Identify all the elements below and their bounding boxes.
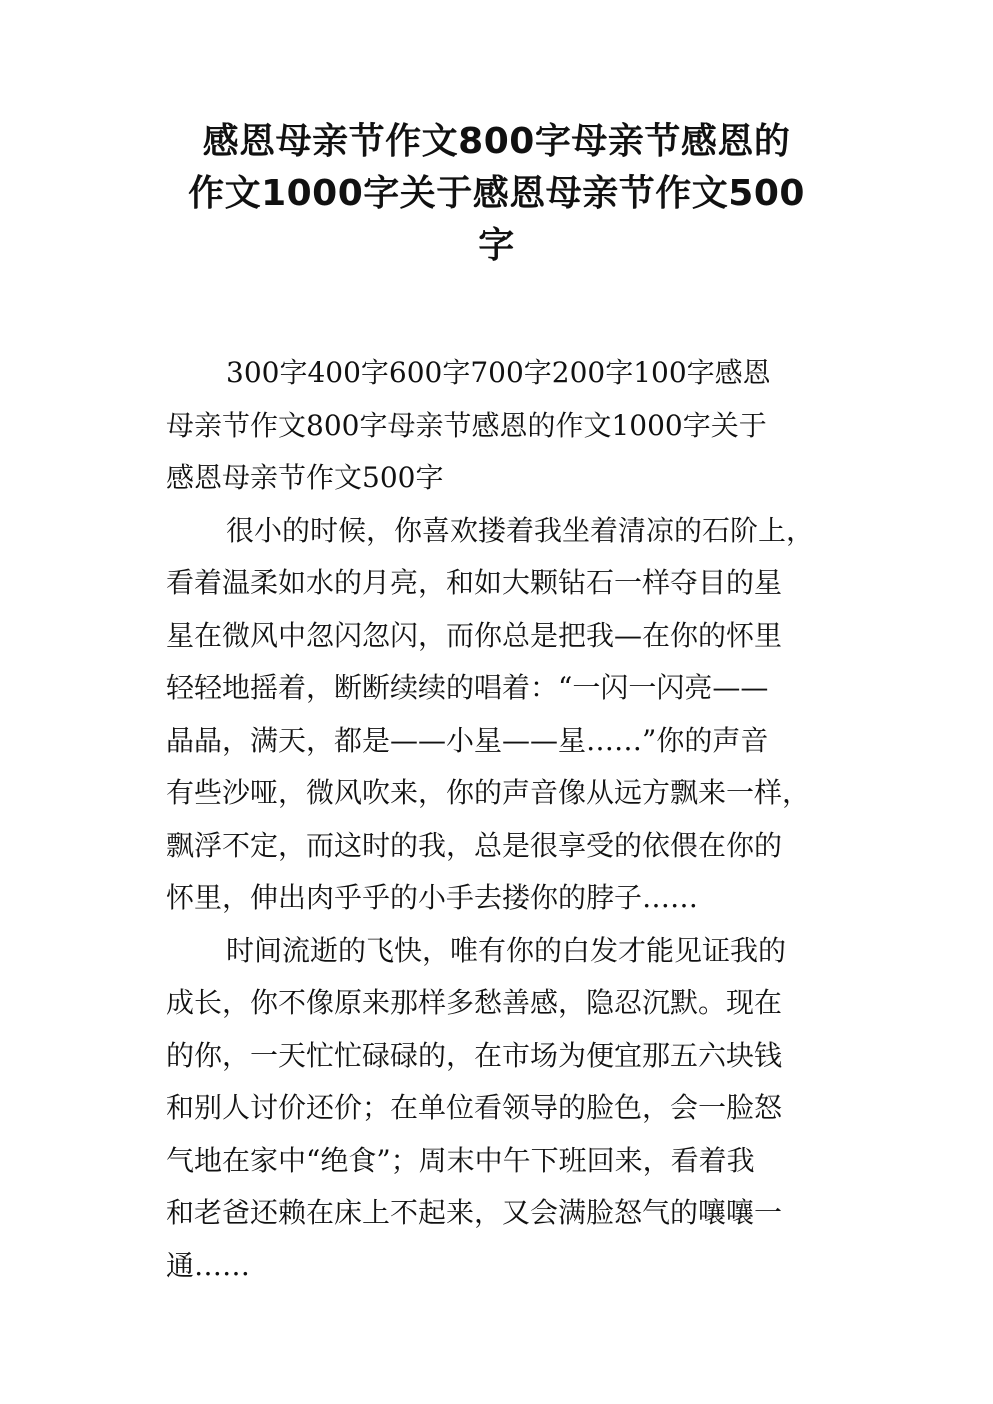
document-title [160,116,833,272]
paragraph-line: 和别人讨价还价；在单位看领导的脸色，会一脸怒 [166,1091,783,1124]
paragraph-line: 300字400字600字700字200字100字感恩 [226,356,771,389]
paragraph-line: 很小的时候，你喜欢搂着我坐着清凉的石阶上， [226,513,815,547]
title-line: 感恩母亲节作文800字母亲节感恩的 [202,121,791,162]
paragraph-line: 成长，你不像原来那样多愁善感，隐忍沉默。现在 [166,986,783,1019]
title-line: 作文1000字关于感恩母亲节作文500 [188,173,805,214]
paragraph-line: 怀里，伸出肉乎乎的小手去搂你的脖子…… [166,881,699,914]
paragraph-line: 星在微风中忽闪忽闪，而你总是把我—在你的怀里 [166,618,783,652]
paragraph [166,925,838,1293]
paragraph-line: 晶晶，满天，都是——小星——星……”你的声音 [166,723,769,757]
paragraph-line: 气地在家中“绝食”；周末中午下班回来，看着我 [166,1143,755,1177]
paragraph-line: 的你，一天忙忙碌碌的，在市场为便宜那五六块钱 [166,1038,783,1072]
paragraph-line: 通…… [166,1248,251,1282]
paragraph-line: 有些沙哑，微风吹来，你的声音像从远方飘来一样， [166,776,811,809]
paragraph-line: 和老爸还赖在床上不起来，又会满脸怒气的嚷嚷一 [166,1196,783,1229]
paragraph-line: 时间流逝的飞快，唯有你的白发才能见证我的 [226,933,787,967]
paragraph [166,505,838,925]
paragraph-line: 飘浮不定，而这时的我，总是很享受的依偎在你的 [166,828,783,862]
title-line: 字 [478,225,515,266]
paragraph-line: 看着温柔如水的月亮，和如大颗钻石一样夺目的星 [166,566,783,599]
document-body [166,347,838,1292]
paragraph-line: 感恩母亲节作文500字 [166,461,444,494]
paragraph [166,347,838,505]
paragraph-line: 轻轻地摇着，断断续续的唱着：“一闪一闪亮—— [166,671,769,704]
paragraph-line: 母亲节作文800字母亲节感恩的作文1000字关于 [166,408,767,442]
